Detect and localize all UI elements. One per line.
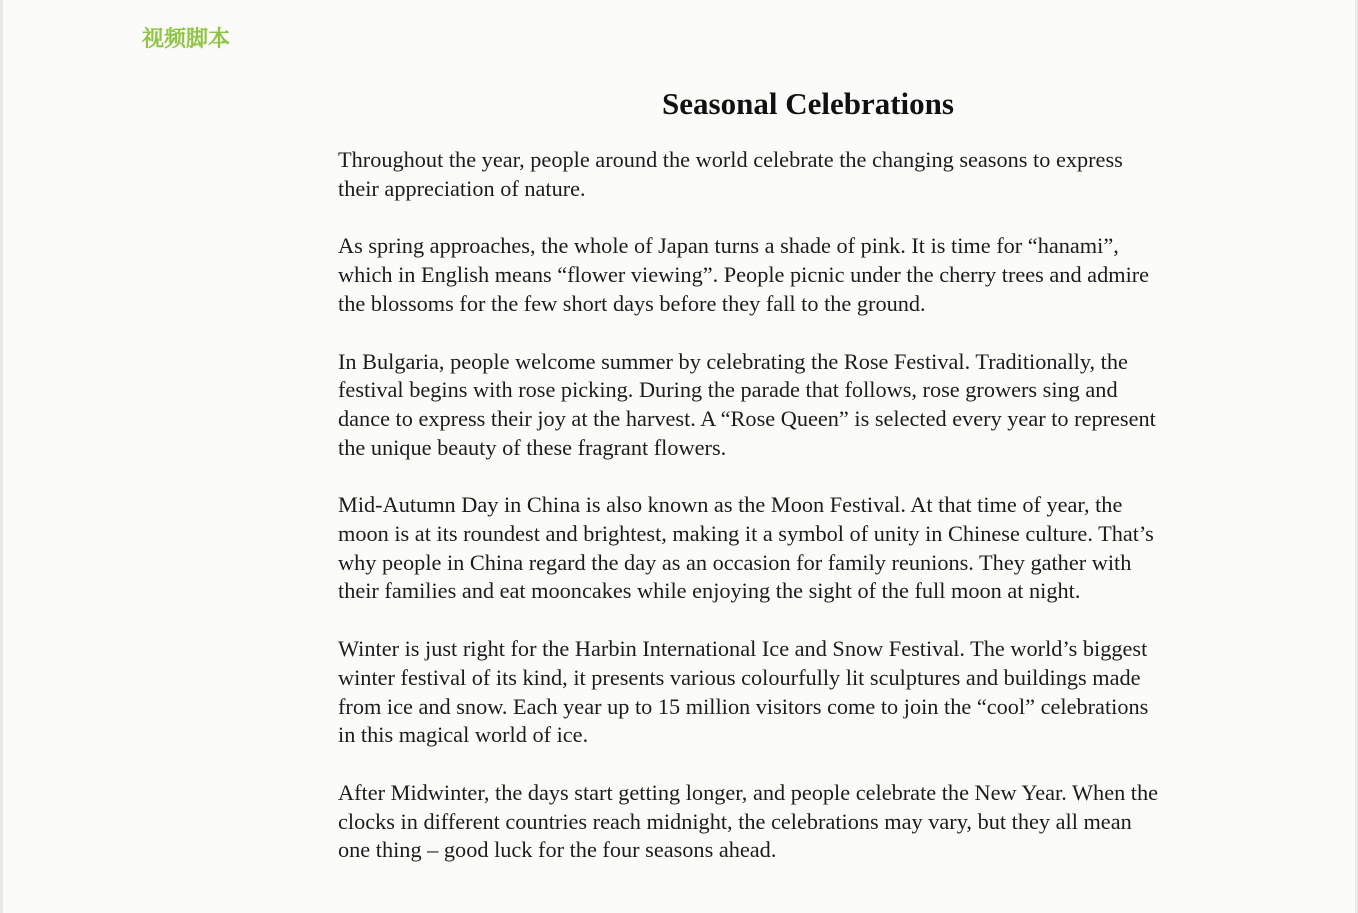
paragraph-line: Winter is just right for the Harbin International Ice and Snow Festival. The world’s biggest (338, 636, 1148, 662)
paragraph-line: moon is at its roundest and brightest, making it a symbol of unity in Chinese culture. That’s (338, 521, 1154, 547)
paragraph-line: one thing – good luck for the four seasons ahead. (338, 837, 777, 863)
article-body (338, 146, 1278, 894)
paragraph-japan (338, 232, 1278, 318)
paragraph-line: the blossoms for the few short days before they fall to the ground. (338, 290, 926, 316)
paragraph-new-year (338, 779, 1278, 865)
paragraph-line: winter festival of its kind, it presents various colourfully lit sculptures and buildings made (338, 664, 1141, 690)
paragraph-line: their appreciation of nature. (338, 175, 586, 201)
paragraph-line: from ice and snow. Each year up to 15 million visitors come to join the “cool” celebrations (338, 693, 1149, 719)
paragraph-line: which in English means “flower viewing”. People picnic under the cherry trees and admire (338, 262, 1150, 288)
paragraph-line: in this magical world of ice. (338, 722, 589, 748)
paragraph-line: the unique beauty of these fragrant flowers. (338, 434, 727, 460)
paragraph-line: clocks in different countries reach midnight, the celebrations may vary, but they all mean (338, 808, 1132, 834)
paragraph-line: why people in China regard the day as an occasion for family reunions. They gather with (338, 549, 1132, 575)
paragraph-line: their families and eat mooncakes while enjoying the sight of the full moon at night. (338, 578, 1081, 604)
section-label: 视频脚本 (142, 27, 231, 52)
paragraph-line: Mid-Autumn Day in China is also known as the Moon Festival. At that time of year, the (338, 492, 1123, 518)
paragraph-bulgaria (338, 348, 1278, 463)
paragraph-line: festival begins with rose picking. During the parade that follows, rose growers sing and (338, 377, 1118, 403)
paragraph-line: After Midwinter, the days start getting longer, and people celebrate the New Year. When the (338, 779, 1159, 805)
paragraph-harbin (338, 635, 1278, 750)
paragraph-line: Throughout the year, people around the world celebrate the changing seasons to express (338, 147, 1123, 172)
paragraph-line: dance to express their joy at the harvest. A “Rose Queen” is selected every year to represent (338, 405, 1156, 431)
scan-edge-left (0, 0, 3, 913)
paragraph-line: In Bulgaria, people welcome summer by celebrating the Rose Festival. Traditionally, the (338, 348, 1128, 374)
page-title: Seasonal Celebrations (662, 86, 954, 121)
paragraph-china (338, 491, 1278, 606)
paragraph-intro (338, 146, 1278, 203)
paragraph-line: As spring approaches, the whole of Japan turns a shade of pink. It is time for “hanami”, (338, 233, 1119, 259)
